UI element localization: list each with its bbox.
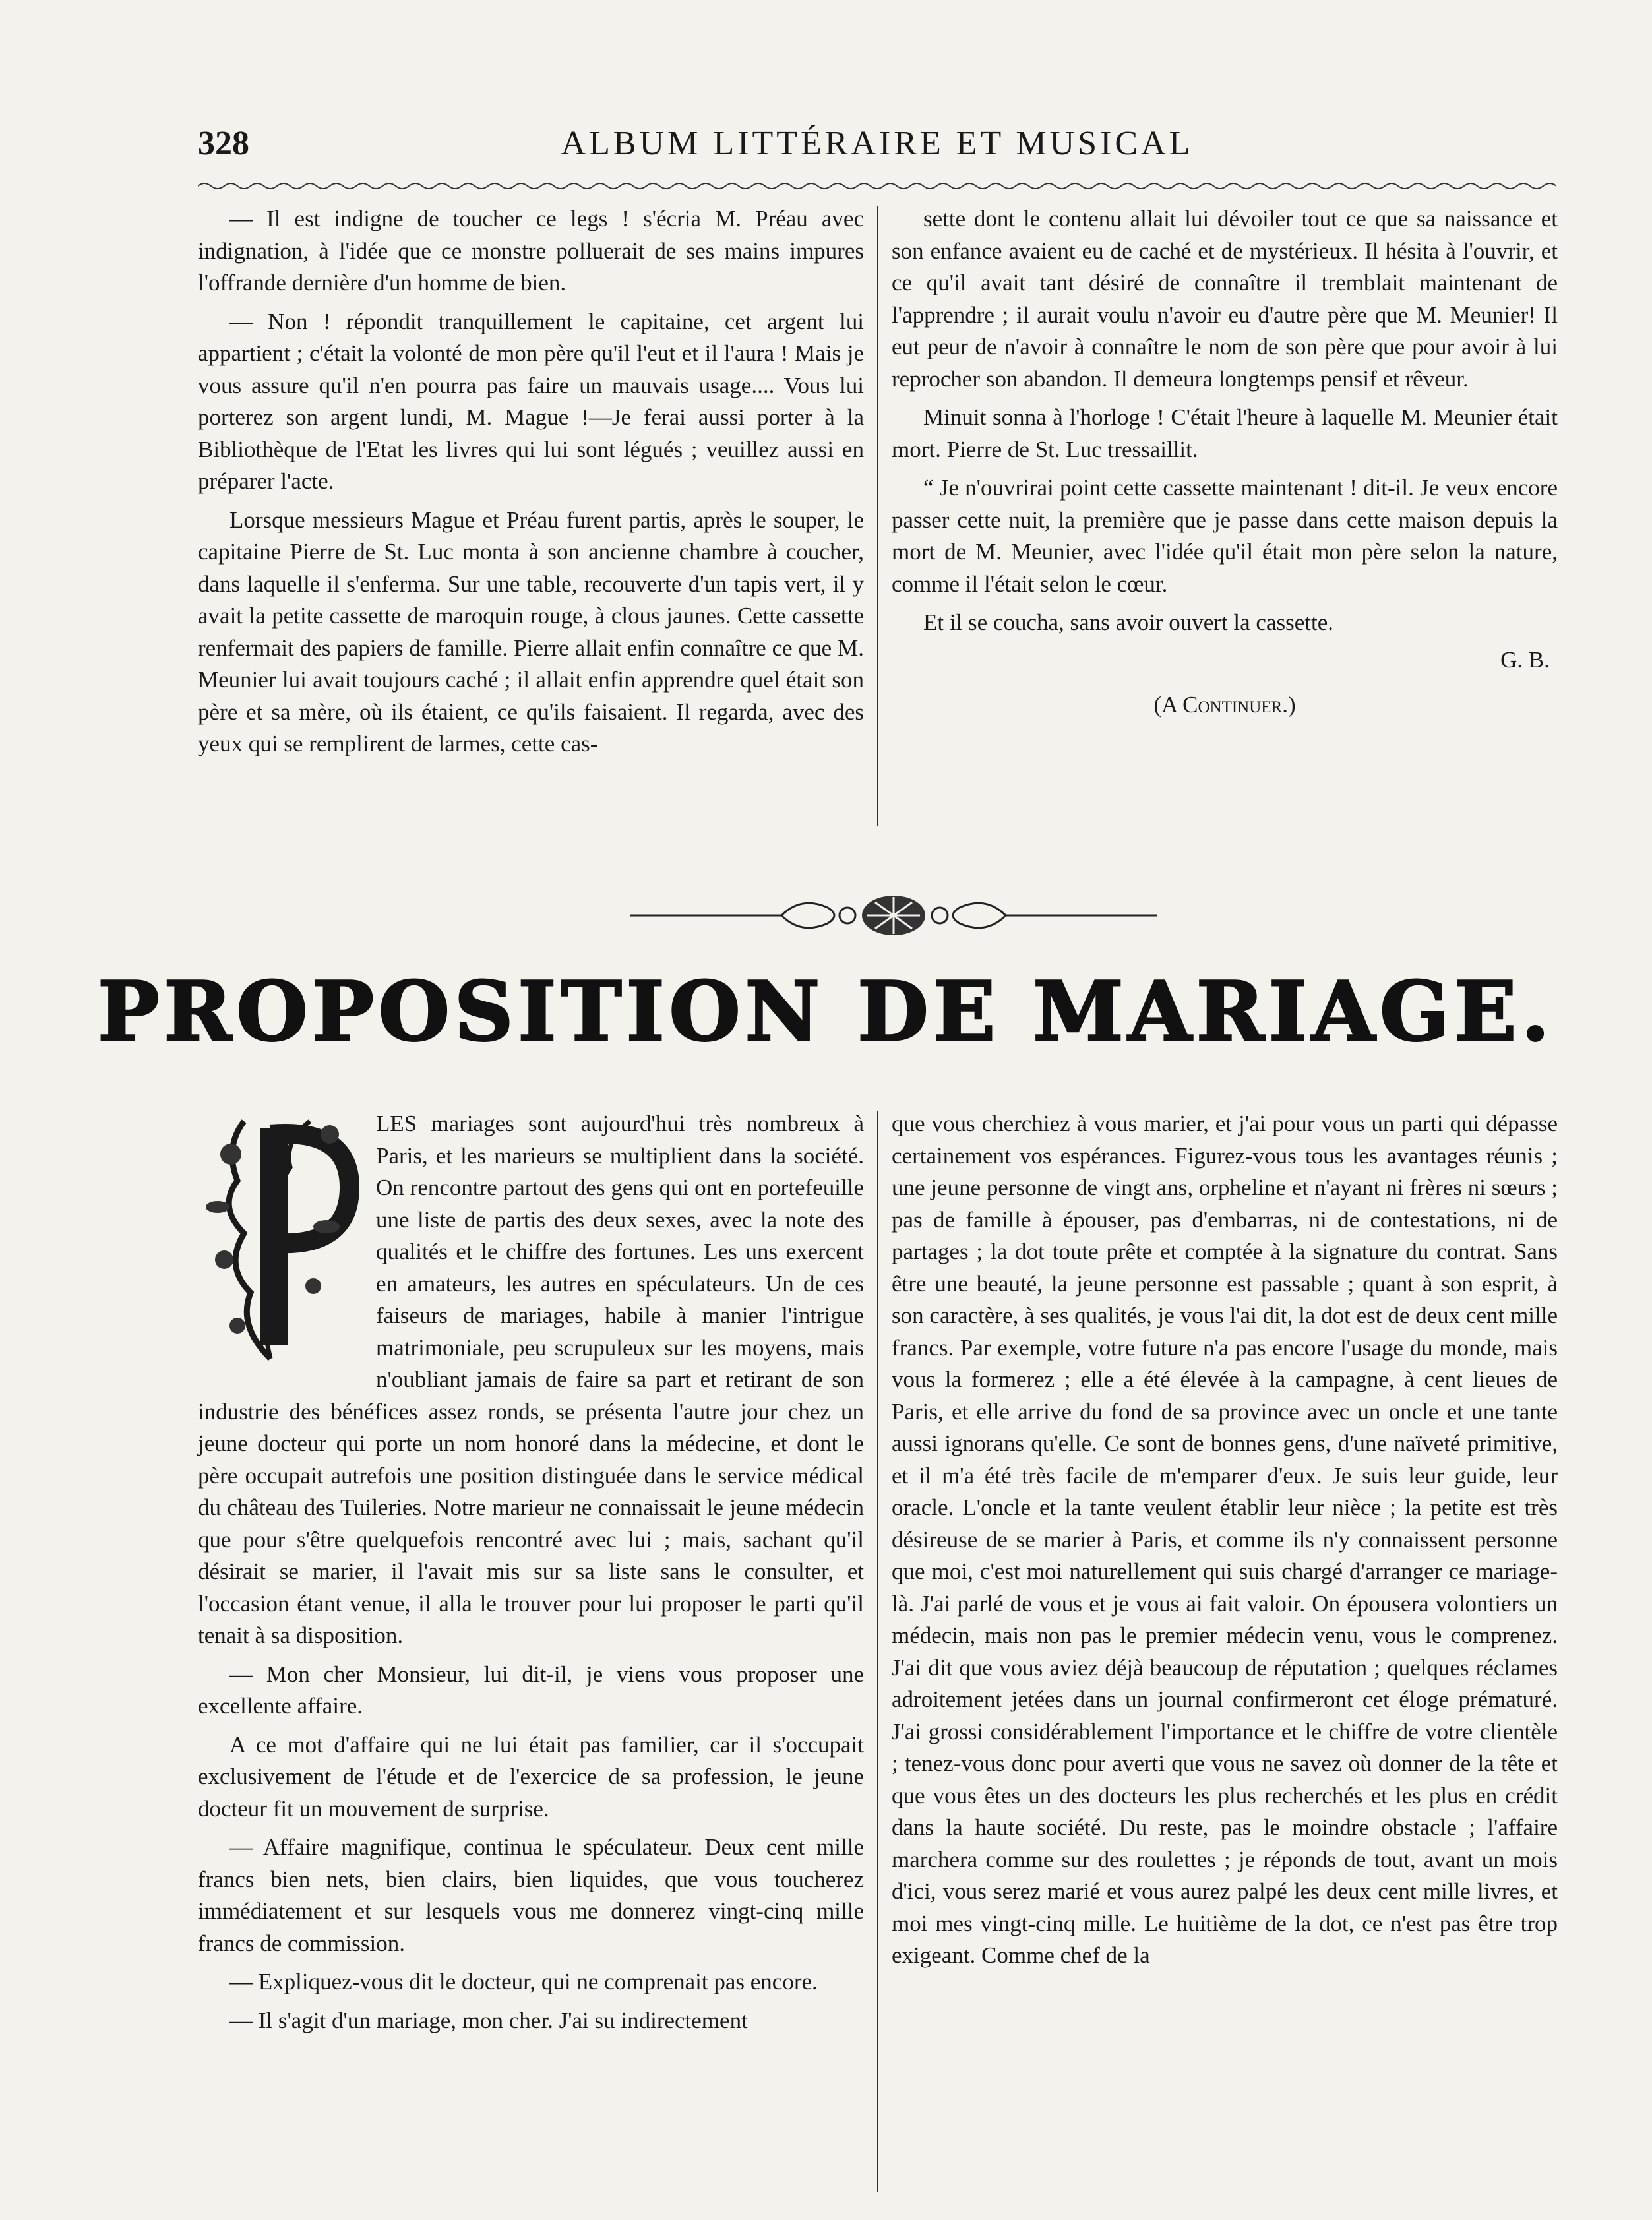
column-divider [877,206,878,826]
paragraph: — Il s'agit d'un mariage, mon cher. J'ai su indirectement [229,2007,748,2033]
page-header [198,124,1556,170]
ornamental-dropcap-icon [198,1108,363,1365]
decorative-ornament-icon [630,889,1157,942]
header-wavy-rule [198,181,1556,191]
paragraph: — Affaire magnifique, continua le spéculateur. Deux cent mille francs bien nets, bien clairs, bien liquides, que vous toucherez immédiatement et sur lesquels vous me donnerez vingt-cinq mille francs de commission. [198,1834,864,1956]
paragraph: LES mariages sont aujourd'hui très nombreux à Paris, et les marieurs se multiplient dans la société. On rencontre partout des gens qui ont en portefeuille une liste de partis des deux sexes, avec la note des qualités et le chiffre des fortunes. Les uns exercent en amateurs, les autres en spéculateurs. Un de ces faiseurs de mariages, habile à manier l'intrigue matrimoniale, peu scrupuleux sur les moyens, mais n'oubliant jamais de faire sa part et retirant de son industrie des bénéfices assez ronds, se présenta l'autre jour chez un jeune docteur qui porte un nom honoré dans la médecine, et dont le père occupait autrefois une position distinguée dans le service médical du château des Tuileries. Notre marieur ne connaissait le jeune médecin que pour s'être quelquefois rencontré avec lui ; mais, sachant qu'il désirait se marier, il l'avait mis sur sa liste sans le consulter, et l'occasion étant venue, il alla le trouver pour lui proposer le parti qu'il tenait à sa disposition. [198,1111,864,1648]
upper-right-column [892,203,1558,722]
author-signature: G. B. [1500,646,1550,673]
paragraph: — Il est indigne de toucher ce legs ! s'écria M. Préau avec indignation, à l'idée que ce monstre polluerait de ses mains impures l'offrande dernière d'un homme de bien. [198,206,864,295]
column-divider [877,1111,878,2192]
paragraph: sette dont le contenu allait lui dévoiler tout ce que sa naissance et son enfance avaient eu de caché et de mystérieux. Il hésita à l'ouvrir, et ce qu'il avait tant désiré de connaître il tremblait maintenant de l'apprendre ; il aurait voulu n'avoir eu d'autre père que M. Meunier! Il eut peur de n'avoir à connaître le nom de son père que pour avoir à lui reprocher son abandon. Il demeura longtemps pensif et rêveur. [892,206,1558,392]
paragraph: — Expliquez-vous dit le docteur, qui ne comprenait pas encore. [229,1969,818,1994]
lower-left-column [198,1108,864,2037]
paragraph: A ce mot d'affaire qui ne lui était pas familier, car il s'occupait exclusivement de l'étude et de l'exercice de sa profession, le jeune docteur fit un mouvement de surprise. [198,1731,864,1822]
lower-right-column [892,1108,1558,1972]
page-number: 328 [198,125,249,162]
paragraph: que vous cherchiez à vous marier, et j'ai pour vous un parti qui dépasse certainement vos espérances. Figurez-vous tous les avantages réunis ; une jeune personne de vingt ans, orpheline et n'ayant ni frères ni sœurs ; pas de famille à épouser, pas d'embarras, ni de contestations, ni de partages ; la dot toute prête et comptée à la signature du contrat. Sans être une beauté, la jeune personne est passable ; quant à son esprit, à son caractère, à ses qualités, je vous l'ai dit, la dot est de deux cent mille francs. Par exemple, votre future n'a pas encore l'usage du monde, mais vous la formerez ; elle a été élevée à la campagne, à cent lieues de Paris, et elle arrive du fond de sa province avec un oncle et une tante aussi ignorans qu'elle. Ce sont de bonnes gens, d'une naïveté primitive, et il m'a été très facile de m'emparer d'eux. Je suis leur guide, leur oracle. L'oncle et la tante veulent établir leur nièce ; la petite est très désireuse de se marier à Paris, et comme ils n'y connaissent personne que moi, c'est moi naturellement qui suis chargé d'arranger ce mariage-là. J'ai parlé de vous et je vous ai fait valoir. On épousera volontiers un médecin, mais non pas le premier médecin venu, vous le comprenez. J'ai dit que vous aviez déjà beaucoup de réputation ; quelques réclames adroitement jetées dans un journal confirmeront cet éloge prématuré. J'ai grossi considérablement l'importance et le chiffre de votre clientèle ; tenez-vous donc pour averti que vous ne savez où donner de la tête et que vous êtes un des docteurs les plus recherchés et les plus en crédit dans la haute société. Du reste, pas le moindre obstacle ; l'affaire marchera comme sur des roulettes ; je réponds de tout, avant un mois d'ici, vous serez marié et vous aurez palpé les deux cent mille livres, et moi mes vingt-cinq mille. Le huitième de la dot, ce n'est pas être trop exigeant. Comme chef de la [892,1111,1558,1968]
running-title: ALBUM LITTÉRAIRE ET MUSICAL [561,125,1194,162]
paragraph: — Non ! répondit tranquillement le capitaine, cet argent lui appartient ; c'était la volonté de mon père qu'il l'eut et il l'aura ! Mais je vous assure qu'il n'en pourra pas faire un mauvais usage.... Vous lui porterez son argent lundi, M. Mague !—Je ferai aussi porter à la Bibliothèque de l'Etat les livres qui lui sont légués ; veuillez aussi en préparer l'acte. [198,308,864,494]
paragraph: — Mon cher Monsieur, lui dit-il, je viens vous proposer une excellente affaire. [198,1661,864,1719]
article-title: PROPOSITION DE MARIAGE. [98,964,1554,1060]
paragraph: Lorsque messieurs Mague et Préau furent partis, après le souper, le capitaine Pierre de St. Luc monta à son ancienne chambre à coucher, dans laquelle il s'enferma. Sur une table, recouverte d'un tapis vert, il y avait la petite cassette de maroquin rouge, à clous jaunes. Cette cassette renfermait des papiers de famille. Pierre allait enfin connaître ce que M. Meunier lui avait toujours caché ; il allait enfin apprendre quel était son père et sa mère, où ils étaient, ce qu'ils faisaient. Il regarda, avec des yeux qui se remplirent de larmes, cette cas- [198,507,864,756]
paragraph: Minuit sonna à l'horloge ! C'était l'heure à laquelle M. Meunier était mort. Pierre de St. Luc tressaillit. [892,404,1558,462]
continued-note: (A Continuer.) [1153,692,1296,718]
upper-left-column [198,203,864,760]
paragraph: “ Je n'ouvrirai point cette cassette maintenant ! dit-il. Je veux encore passer cette nuit, la première que je passe dans cette maison depuis la mort de M. Meunier, avec l'idée qu'il était mon père selon la nature, comme il l'était selon le cœur. [892,475,1558,597]
paragraph: Et il se coucha, sans avoir ouvert la cassette. [923,609,1334,635]
